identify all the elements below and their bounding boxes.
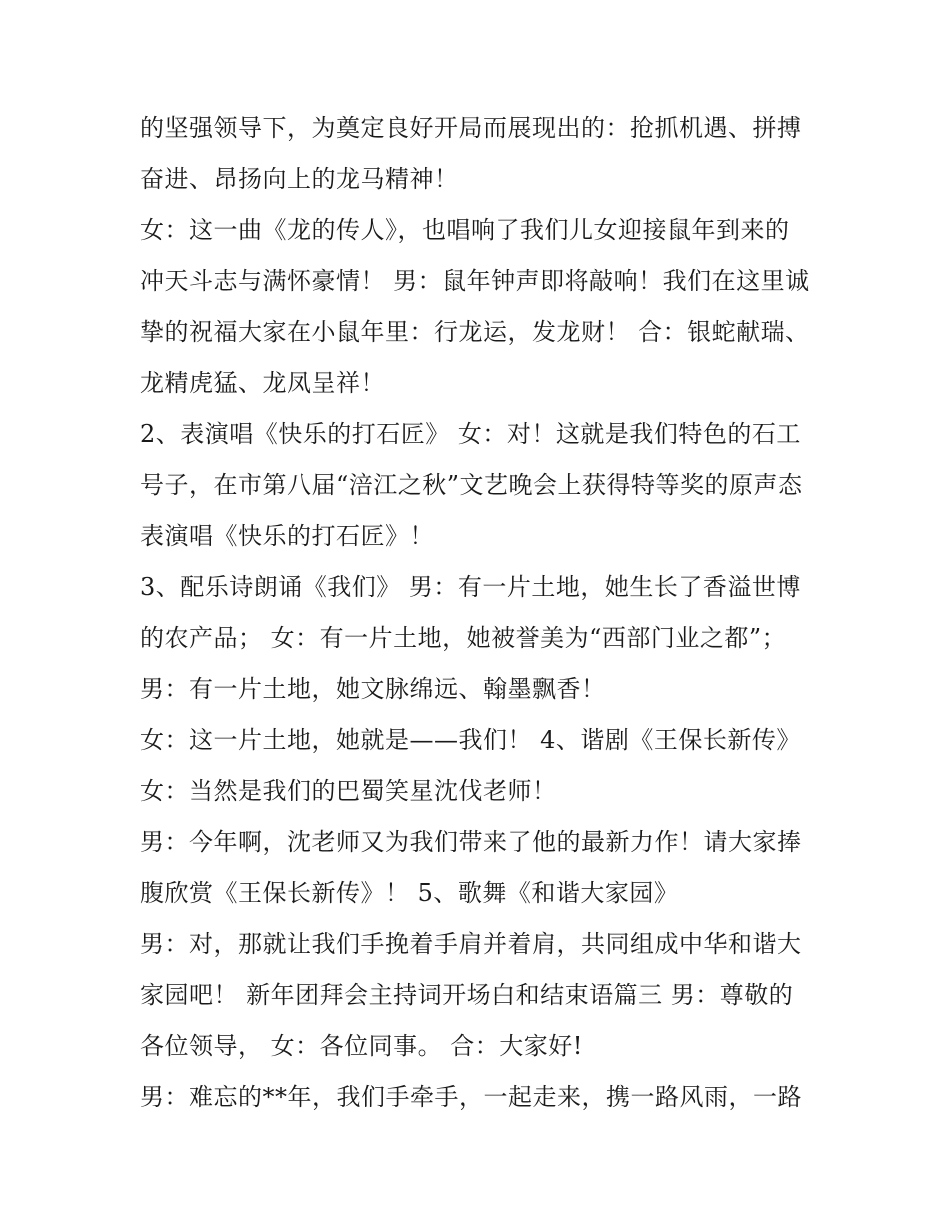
text-line: 的坚强领导下，为奠定良好开局而展现出的：抢抓机遇、拼搏: [140, 114, 802, 142]
text-line: 男：今年啊，沈老师又为我们带来了他的最新力作！请大家捧: [140, 828, 802, 856]
text-line: 女：这一片土地，她就是——我们！ 4、谐剧《王保长新传》: [140, 726, 801, 754]
text-line: 男：对，那就让我们手挽着手肩并着肩，共同组成中华和谐大: [140, 930, 802, 958]
text-line: 的农产品； 女：有一片土地，她被誉美为“西部门业之都”；: [140, 624, 787, 652]
text-line: 3、配乐诗朗诵《我们》 男：有一片土地，她生长了香溢世博: [140, 573, 801, 601]
text-line: 号子，在市第八届“涪江之秋”文艺晚会上获得特等奖的原声态: [140, 471, 803, 499]
text-line: 女：当然是我们的巴蜀笑星沈伐老师！: [140, 777, 557, 805]
text-line: 各位领导， 女：各位同事。 合：大家好!: [140, 1032, 583, 1060]
text-line: 挚的祝福大家在小鼠年里：行龙运，发龙财！ 合：银蛇献瑞、: [140, 318, 810, 346]
text-line: 2、表演唱《快乐的打石匠》 女：对！这就是我们特色的石工: [140, 420, 801, 448]
text-line: 冲天斗志与满怀豪情！ 男：鼠年钟声即将敲响！我们在这里诚: [140, 267, 810, 295]
text-line: 男：有一片土地，她文脉绵远、翰墨飘香！: [140, 675, 606, 703]
text-line: 家园吧！ 新年团拜会主持词开场白和结束语篇三 男：尊敬的: [140, 981, 794, 1009]
text-line: 男：难忘的**年，我们手牵手，一起走来，携一路风雨，一路: [140, 1083, 802, 1111]
text-line: 龙精虎猛、龙凤呈祥！: [140, 369, 385, 397]
document-body: [140, 103, 820, 1123]
text-line: 腹欣赏《王保长新传》！ 5、歌舞《和谐大家园》: [140, 879, 679, 907]
text-line: 奋进、昂扬向上的龙马精神！: [140, 165, 459, 193]
text-line: 表演唱《快乐的打石匠》！: [140, 522, 434, 550]
text-line: 女：这一曲《龙的传人》，也唱响了我们儿女迎接鼠年到来的: [140, 216, 790, 244]
